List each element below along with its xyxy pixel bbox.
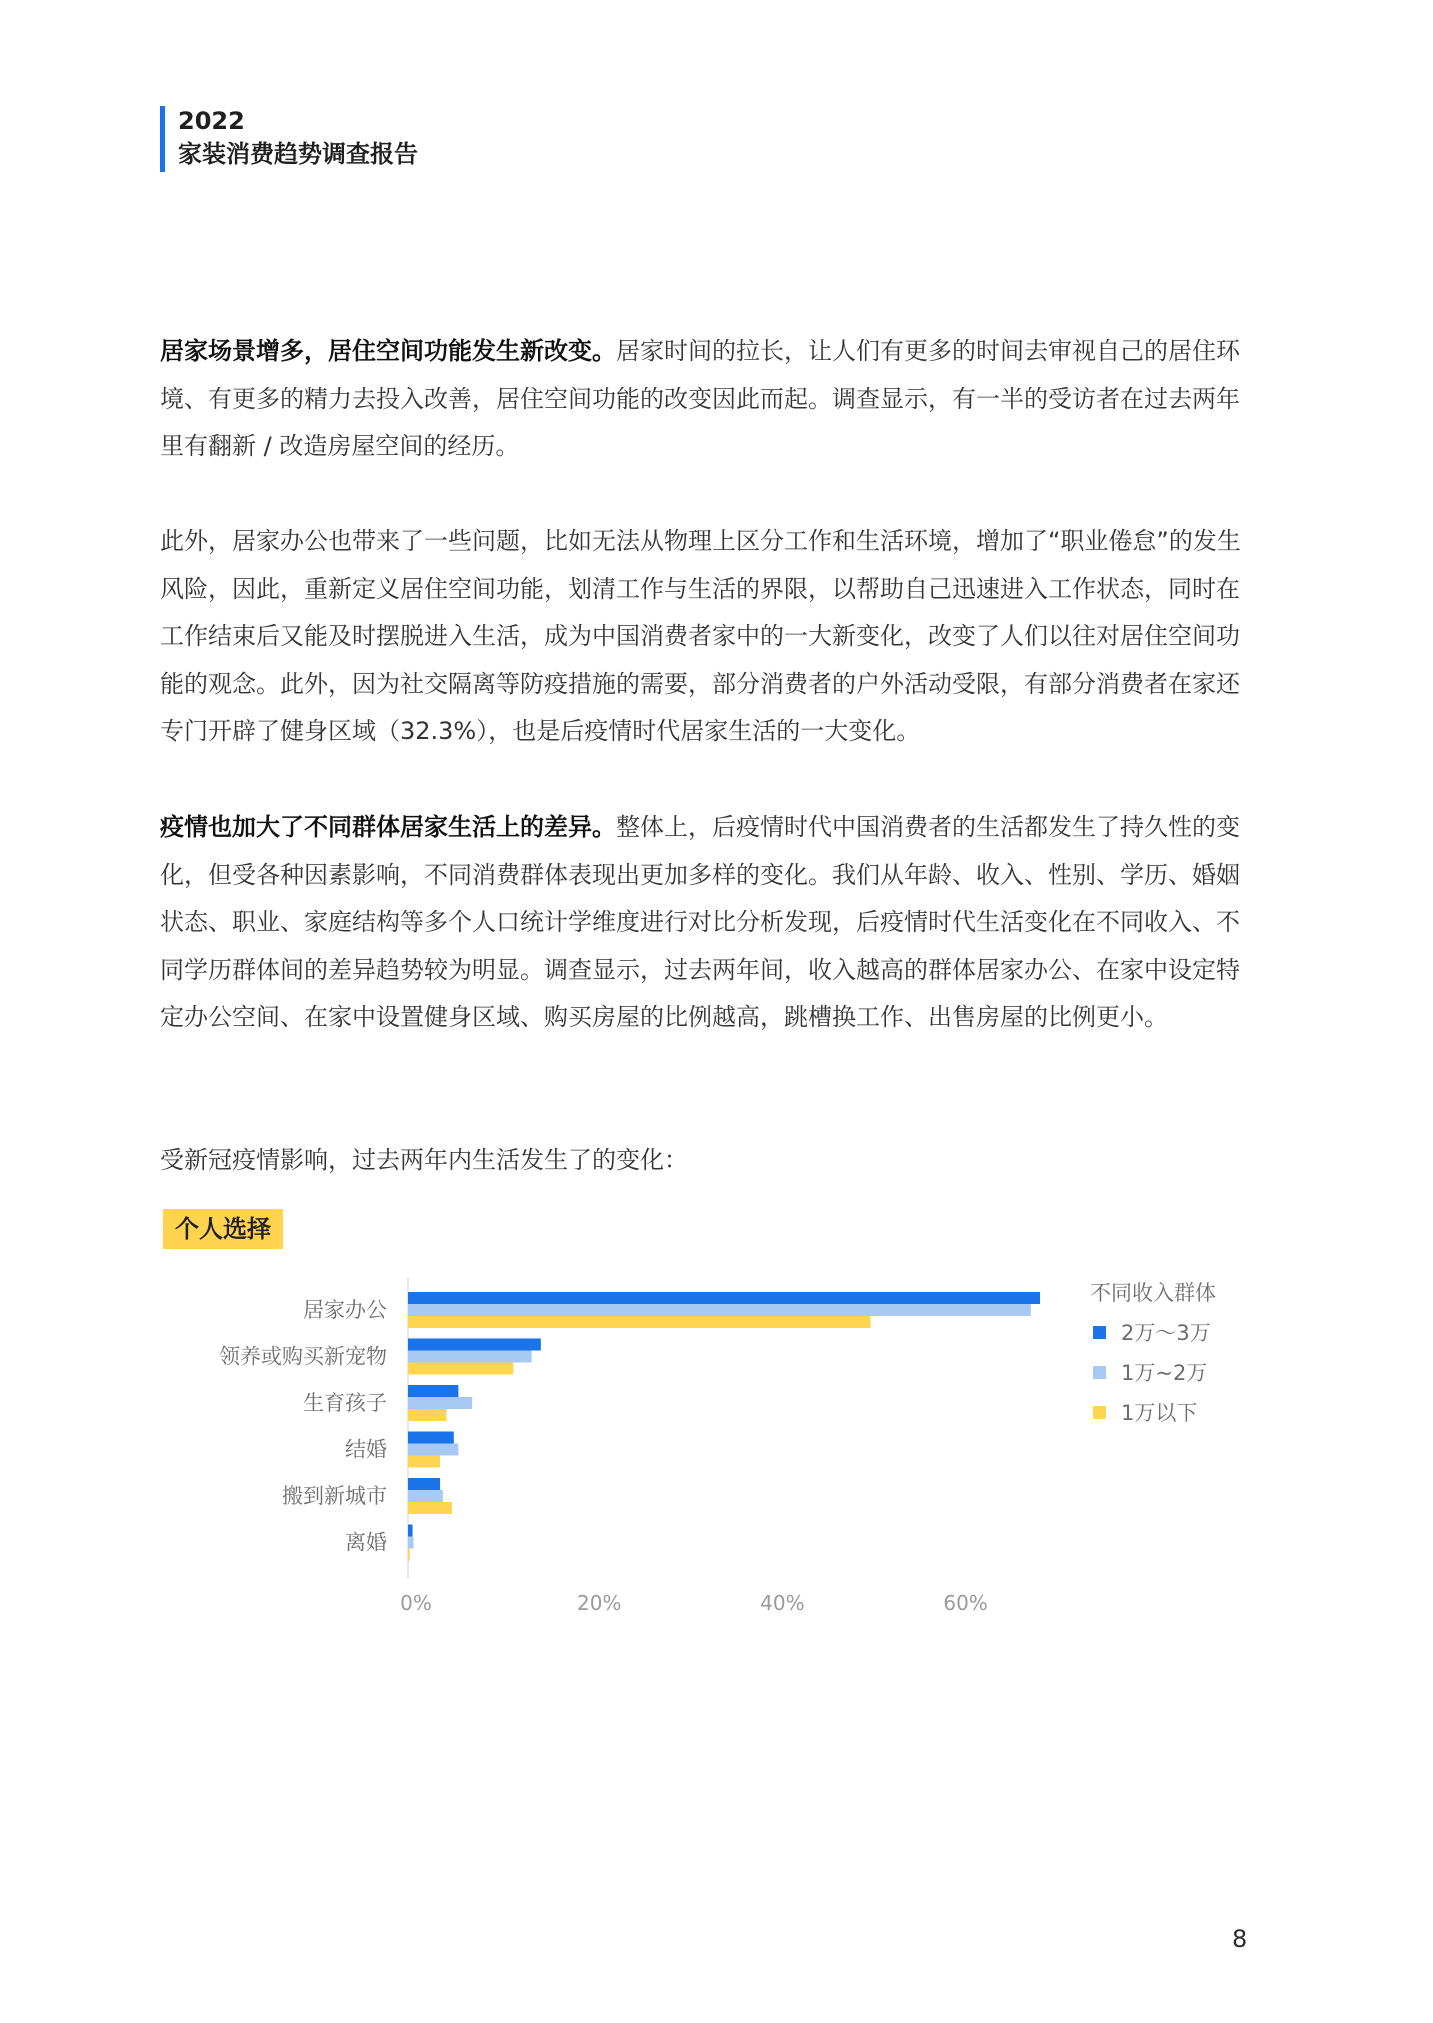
category-label: 结婚 — [345, 1437, 387, 1462]
bar-3-series-2 — [408, 1397, 472, 1409]
paragraph-1-body: 居家时间的拉长，让人们有更多的时间去审视自己的居住环境、有更多的精力去投入改善，居住空间功能的改变因此而起。调查显示，有一半的受访者在过去两年里有翻新 / 改造房屋空间的经历。 — [160, 337, 1240, 460]
legend-swatch-2 — [1093, 1366, 1106, 1379]
legend-label-1: 2万～3万 — [1121, 1321, 1211, 1345]
paragraph-1-lead: 居家场景增多，居住空间功能发生新改变。 — [160, 337, 616, 365]
x-tick-label: 60% — [943, 1591, 988, 1615]
income-bar-chart — [0, 1270, 1433, 1640]
bar-2-series-1 — [408, 1339, 541, 1351]
paragraph-3 — [160, 804, 1256, 1042]
legend-label-3: 1万以下 — [1121, 1401, 1198, 1425]
legend-label-2: 1万~2万 — [1121, 1361, 1208, 1385]
category-label: 搬到新城市 — [282, 1484, 387, 1508]
bar-3-series-1 — [408, 1385, 458, 1397]
category-label: 离婚 — [345, 1530, 387, 1555]
bar-4-series-1 — [408, 1432, 454, 1444]
section-tag: 个人选择 — [163, 1209, 283, 1249]
bar-6-series-1 — [408, 1525, 413, 1537]
bar-5-series-1 — [408, 1478, 440, 1490]
category-label: 居家办公 — [303, 1298, 387, 1322]
paragraph-3-body: 整体上，后疫情时代中国消费者的生活都发生了持久性的变化，但受各种因素影响，不同消费群体表现出更加多样的变化。我们从年龄、收入、性别、学历、婚姻状态、职业、家庭结构等多个人口统计学维度进行对比分析发现，后疫情时代生活变化在不同收入、不同学历群体间的差异趋势较为明显。调查显示，过去两年间，收入越高的群体居家办公、在家中设定特定办公空间、在家中设置健身区域、购买房屋的比例越高，跳槽换工作、出售房屋的比例更小。 — [160, 813, 1240, 1031]
bar-3-series-3 — [408, 1409, 446, 1421]
bar-6-series-3 — [408, 1549, 410, 1561]
x-tick-label: 40% — [760, 1591, 805, 1615]
bar-5-series-2 — [408, 1490, 443, 1502]
legend-swatch-1 — [1093, 1326, 1106, 1339]
x-tick-label: 0% — [400, 1591, 432, 1615]
bar-2-series-3 — [408, 1363, 513, 1375]
paragraph-3-lead: 疫情也加大了不同群体居家生活上的差异。 — [160, 813, 616, 841]
category-label: 领养或购买新宠物 — [219, 1344, 387, 1369]
header-accent-bar — [160, 106, 165, 172]
bar-4-series-3 — [408, 1456, 440, 1468]
bar-4-series-2 — [408, 1444, 458, 1456]
x-tick-label: 20% — [576, 1591, 622, 1615]
header-year: 2022 — [178, 107, 245, 135]
chart-caption: 受新冠疫情影响，过去两年内生活发生了的变化： — [160, 1146, 688, 1174]
header-title: 家装消费趋势调查报告 — [178, 140, 418, 168]
legend-swatch-3 — [1093, 1406, 1106, 1419]
bar-6-series-2 — [408, 1537, 413, 1549]
legend-title: 不同收入群体 — [1090, 1281, 1216, 1305]
page-number: 8 — [1232, 1925, 1248, 1953]
bar-1-series-1 — [408, 1292, 1040, 1304]
paragraph-1 — [160, 328, 1256, 471]
bar-5-series-3 — [408, 1502, 452, 1514]
bar-1-series-2 — [408, 1304, 1031, 1316]
paragraph-2 — [160, 518, 1256, 756]
bar-2-series-2 — [408, 1351, 532, 1363]
bar-1-series-3 — [408, 1316, 871, 1328]
paragraph-2-body: 此外，居家办公也带来了一些问题，比如无法从物理上区分工作和生活环境，增加了“职业倦怠”的发生风险，因此，重新定义居住空间功能，划清工作与生活的界限，以帮助自己迅速进入工作状态，同时在工作结束后又能及时摆脱进入生活，成为中国消费者家中的一大新变化，改变了人们以往对居住空间功能的观念。此外，因为社交隔离等防疫措施的需要，部分消费者的户外活动受限，有部分消费者在家还专门开辟了健身区域（32.3%），也是后疫情时代居家生活的一大变化。 — [160, 527, 1241, 745]
category-label: 生育孩子 — [303, 1391, 387, 1415]
